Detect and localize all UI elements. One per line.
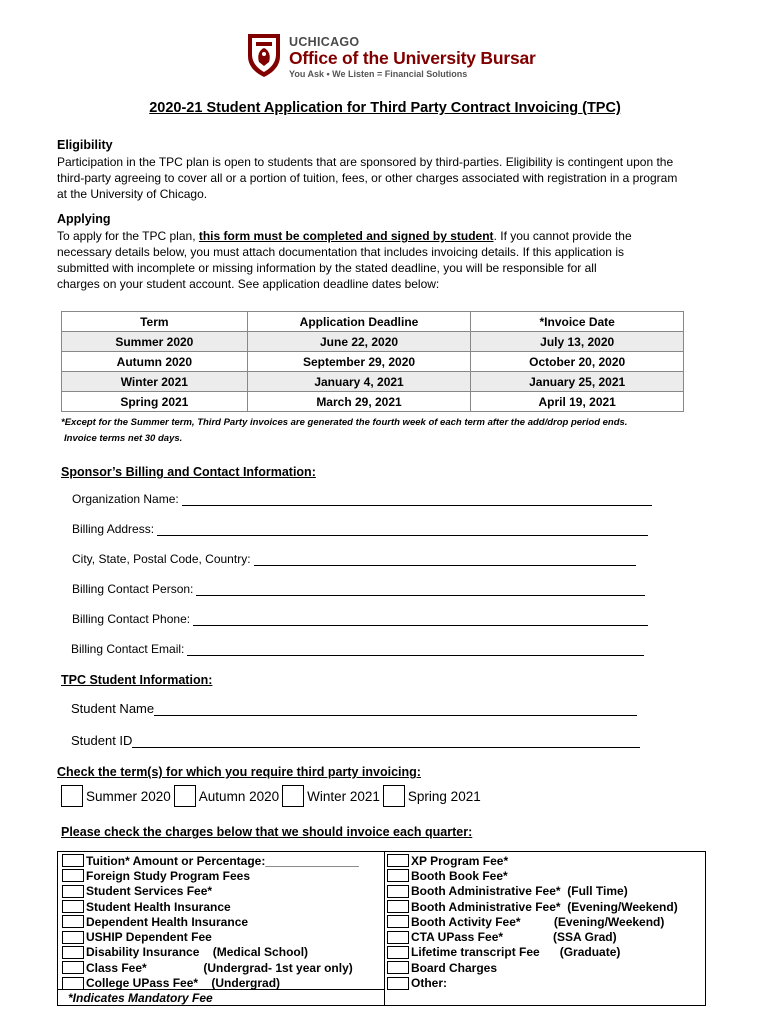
table-cell: January 4, 2021	[247, 372, 471, 392]
charge-checkbox[interactable]	[387, 977, 409, 990]
charge-label: Foreign Study Program Fees	[86, 868, 251, 883]
eligibility-heading: Eligibility	[57, 138, 113, 152]
charge-label: Booth Administrative Fee* (Evening/Weekend)	[411, 899, 678, 914]
column-header: *Invoice Date	[471, 312, 684, 332]
student-id-input[interactable]	[132, 736, 640, 748]
student-name-input[interactable]	[154, 704, 637, 716]
charge-item[interactable]	[387, 899, 705, 914]
term-option-summer[interactable]	[61, 785, 171, 807]
office-name: Office of the University Bursar	[289, 48, 536, 68]
charge-label: XP Program Fee*	[411, 853, 509, 868]
charge-item[interactable]	[62, 960, 382, 975]
table-cell: March 29, 2021	[247, 392, 471, 412]
page-title: 2020-21 Student Application for Third Party Contract Invoicing (TPC)	[149, 100, 621, 116]
charge-item[interactable]	[62, 914, 382, 929]
charge-label: Board Charges	[411, 960, 498, 975]
charge-checkbox[interactable]	[62, 869, 84, 882]
eligibility-line: third-party agreeing to cover all or a portion of tuition, fees, or other charges associated with registration in a program	[57, 171, 678, 185]
field-label: Billing Contact Phone:	[72, 612, 191, 626]
billing-contact-email-field[interactable]	[71, 642, 644, 656]
term-checkbox[interactable]	[383, 785, 405, 807]
term-option-spring[interactable]	[383, 785, 481, 807]
charge-label: Other:	[411, 976, 447, 991]
charge-item[interactable]	[387, 975, 705, 990]
charge-checkbox[interactable]	[62, 931, 84, 944]
billing-contact-person-input[interactable]	[196, 584, 645, 596]
charge-checkbox[interactable]	[387, 869, 409, 882]
charge-item[interactable]	[62, 945, 382, 960]
billing-address-input[interactable]	[157, 524, 648, 536]
charge-item[interactable]	[62, 975, 382, 990]
billing-address-field[interactable]	[72, 522, 648, 536]
applying-line: necessary details below, you must attach documentation that includes invoicing details. If this application is	[57, 245, 624, 259]
term-checkbox[interactable]	[282, 785, 304, 807]
charge-label: Student Health Insurance	[86, 899, 231, 914]
table-row	[62, 332, 684, 352]
eligibility-line: at the University of Chicago.	[57, 187, 208, 201]
table-row	[62, 372, 684, 392]
charge-item[interactable]	[387, 853, 705, 868]
table-cell: October 20, 2020	[471, 352, 684, 372]
table-header-row	[62, 312, 684, 332]
billing-contact-email-input[interactable]	[187, 644, 644, 656]
charge-item[interactable]	[62, 868, 382, 883]
charge-label: USHIP Dependent Fee	[86, 930, 212, 945]
charges-table	[57, 851, 706, 1006]
table-cell: Spring 2021	[62, 392, 248, 412]
applying-text-c: . If you cannot provide the	[493, 229, 632, 243]
charges-left-column	[62, 853, 382, 991]
table-row	[62, 352, 684, 372]
charge-checkbox[interactable]	[387, 931, 409, 944]
charge-item[interactable]	[62, 853, 382, 868]
charge-label: CTA UPass Fee* (SSA Grad)	[411, 930, 617, 945]
applying-emphasis: this form must be completed and signed by student	[198, 229, 494, 243]
column-divider	[384, 852, 385, 1005]
applying-heading: Applying	[57, 212, 111, 226]
invoice-note: *Except for the Summer term, Third Party invoices are generated the fourth week of each term after the add/drop period ends.	[61, 417, 628, 428]
charge-label: Booth Book Fee*	[411, 868, 508, 883]
bursar-logo	[246, 32, 546, 82]
billing-contact-person-field[interactable]	[72, 582, 645, 596]
charge-item[interactable]	[387, 884, 705, 899]
charges-heading: Please check the charges below that we should invoice each quarter:	[61, 825, 473, 839]
deadline-table	[61, 311, 684, 412]
charge-label: Lifetime transcript Fee (Graduate)	[411, 945, 621, 960]
charge-checkbox[interactable]	[62, 946, 84, 959]
table-cell: April 19, 2021	[471, 392, 684, 412]
terms-heading: Check the term(s) for which you require third party invoicing:	[57, 765, 421, 779]
mandatory-fee-note: *Indicates Mandatory Fee	[68, 991, 213, 1005]
term-checkbox-group	[61, 785, 481, 807]
table-row	[62, 392, 684, 412]
city-state-input[interactable]	[254, 554, 636, 566]
student-id-field[interactable]	[71, 733, 640, 748]
charge-checkbox[interactable]	[62, 961, 84, 974]
charge-checkbox[interactable]	[387, 946, 409, 959]
charge-checkbox[interactable]	[387, 900, 409, 913]
charge-checkbox[interactable]	[62, 900, 84, 913]
charge-label: Booth Activity Fee* (Evening/Weekend)	[411, 914, 665, 929]
sponsor-heading: Sponsor’s Billing and Contact Information:	[61, 465, 316, 479]
organization-name-input[interactable]	[182, 494, 652, 506]
charge-item[interactable]	[387, 945, 705, 960]
student-heading: TPC Student Information:	[61, 673, 213, 687]
charge-item[interactable]	[62, 899, 382, 914]
city-state-field[interactable]	[72, 552, 636, 566]
charge-checkbox[interactable]	[62, 854, 84, 867]
invoice-terms-note: Invoice terms net 30 days.	[64, 433, 183, 444]
charge-item[interactable]	[62, 929, 382, 944]
charge-checkbox[interactable]	[62, 885, 84, 898]
student-name-field[interactable]	[71, 701, 637, 716]
applying-line	[57, 228, 717, 244]
term-checkbox[interactable]	[174, 785, 196, 807]
field-label: City, State, Postal Code, Country:	[72, 552, 251, 566]
billing-contact-phone-input[interactable]	[193, 614, 648, 626]
term-label: Spring 2021	[407, 788, 481, 804]
term-option-autumn[interactable]	[174, 785, 279, 807]
term-option-winter[interactable]	[282, 785, 380, 807]
term-checkbox[interactable]	[61, 785, 83, 807]
charge-label: College UPass Fee* (Undergrad)	[86, 976, 281, 991]
table-cell: Autumn 2020	[62, 352, 248, 372]
charge-label: Booth Administrative Fee* (Full Time)	[411, 884, 628, 899]
field-label: Billing Address:	[72, 522, 155, 536]
table-cell: Summer 2020	[62, 332, 248, 352]
charge-checkbox[interactable]	[387, 885, 409, 898]
table-cell: September 29, 2020	[247, 352, 471, 372]
table-cell: July 13, 2020	[471, 332, 684, 352]
term-label: Summer 2020	[86, 788, 171, 804]
table-cell: Winter 2021	[62, 372, 248, 392]
charges-right-column	[387, 853, 705, 991]
applying-text-a: To apply for the TPC plan,	[57, 229, 199, 243]
charge-item[interactable]	[387, 868, 705, 883]
charge-item[interactable]	[387, 960, 705, 975]
field-label: Billing Contact Email:	[71, 642, 185, 656]
charge-item[interactable]	[62, 884, 382, 899]
field-label: Student ID	[71, 733, 133, 748]
billing-contact-phone-field[interactable]	[72, 612, 648, 626]
eligibility-text	[57, 154, 717, 202]
charge-label: Class Fee* (Undergrad- 1st year only)	[86, 960, 353, 975]
field-label: Organization Name:	[72, 492, 179, 506]
charge-label: Dependent Health Insurance	[86, 914, 249, 929]
applying-text	[57, 228, 717, 292]
charge-label: Tuition* Amount or Percentage:______________	[86, 853, 359, 868]
applying-line: charges on your student account. See application deadline dates below:	[57, 277, 440, 291]
field-label: Billing Contact Person:	[72, 582, 194, 596]
applying-line: submitted with incomplete or missing information by the stated deadline, you will be responsible for all	[57, 261, 597, 275]
column-header: Application Deadline	[247, 312, 471, 332]
charge-label: Disability Insurance (Medical School)	[86, 945, 309, 960]
charge-checkbox[interactable]	[62, 915, 84, 928]
tagline: You Ask • We Listen = Financial Solutions	[289, 69, 468, 79]
charge-checkbox[interactable]	[387, 915, 409, 928]
uchicago-shield-icon	[246, 32, 282, 78]
charge-checkbox[interactable]	[62, 977, 84, 990]
eligibility-line: Participation in the TPC plan is open to students that are sponsored by third-parties. Eligibility is contingent upon the	[57, 155, 674, 169]
charge-label: Student Services Fee*	[86, 884, 213, 899]
table-cell: June 22, 2020	[247, 332, 471, 352]
term-label: Autumn 2020	[198, 788, 280, 804]
charge-checkbox[interactable]	[387, 961, 409, 974]
field-label: Student Name	[71, 701, 155, 716]
uchicago-wordmark: UCHICAGO	[289, 35, 360, 49]
column-header: Term	[62, 312, 248, 332]
charge-item[interactable]	[387, 929, 705, 944]
term-label: Winter 2021	[307, 788, 380, 804]
charge-item[interactable]	[387, 914, 705, 929]
table-cell: January 25, 2021	[471, 372, 684, 392]
charge-checkbox[interactable]	[387, 854, 409, 867]
organization-name-field[interactable]	[72, 492, 652, 506]
